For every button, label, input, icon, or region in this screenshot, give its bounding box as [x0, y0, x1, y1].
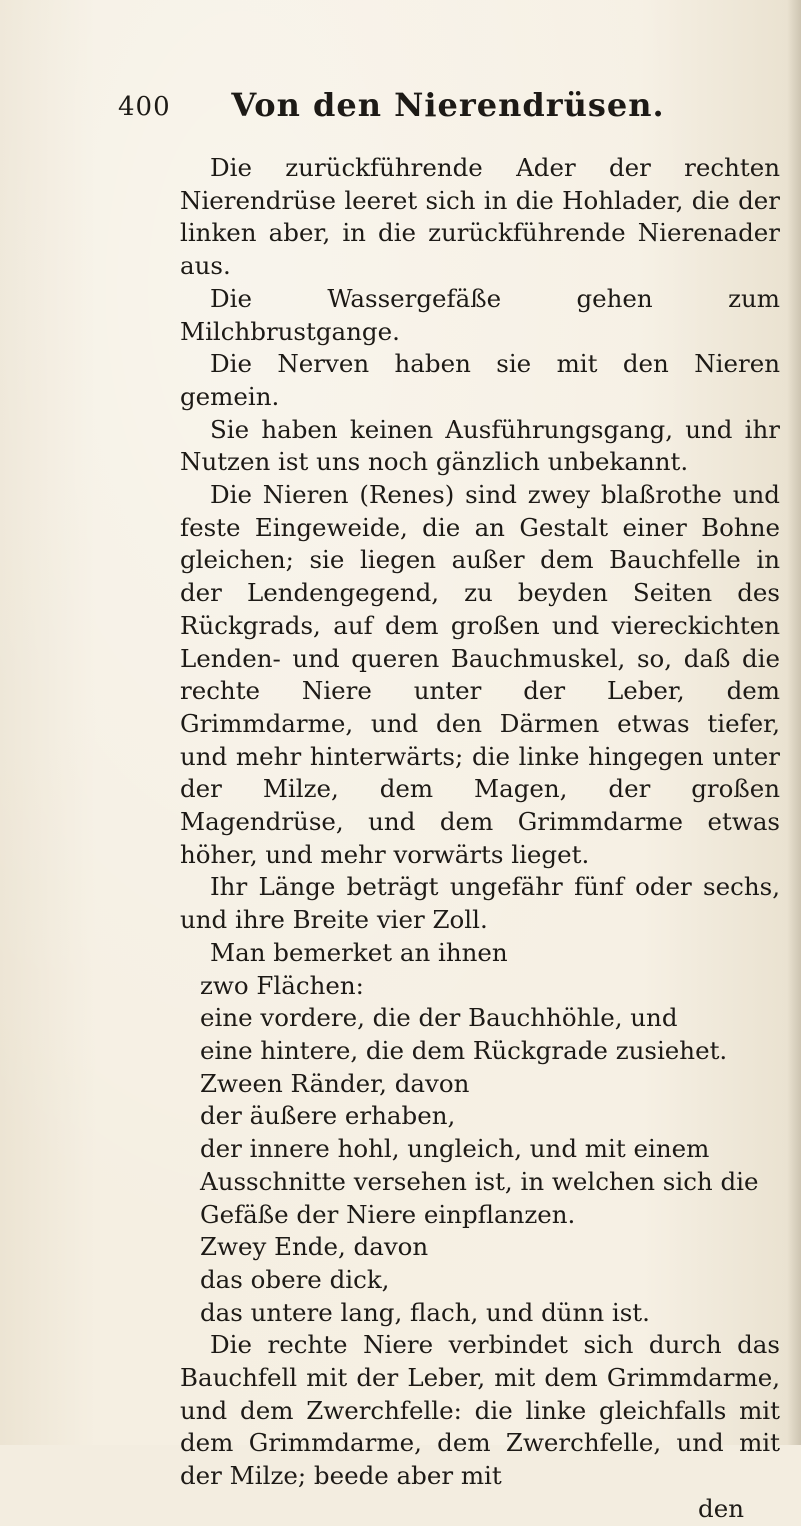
list-item: das obere dick,: [200, 1264, 390, 1294]
paragraph: Die Nieren (Renes) sind zwey blaßrothe und feste Eingeweide, die an Gestalt einer Bohne gleichen; sie liegen außer dem Bauchfelle in der Lendengegend, zu beyden Seiten des Rückgrads, auf dem großen und viereckichten Lenden- und queren Bauchmuskel, so, daß die rechte Niere unter der Leber, dem Grimmdarme, und den Därmen etwas tiefer, und mehr hinterwärts; die linke hingegen unter der Milze, dem Magen, der großen Magendrüse, und dem Grimmdarme etwas höher, und mehr vorwärts lieget.: [180, 480, 780, 869]
body-text: [180, 152, 780, 1526]
catchword: den: [698, 1493, 744, 1523]
running-title: Von den Nierendrüsen.: [231, 86, 665, 124]
page-number: 400: [118, 92, 171, 122]
list-item: der innere hohl, ungleich, und mit einem Ausschnitte versehen ist, in welchen sich die Gefäße der Niere einpflanzen.: [200, 1134, 759, 1229]
paragraph: Die zurückführende Ader der rechten Nierendrüse leeret sich in die Hohlader, die der linken aber, in die zurückführende Nierenader aus.: [180, 153, 780, 281]
list-item: Zween Ränder, davon: [200, 1068, 470, 1098]
paragraph: Die Nerven haben sie mit den Nieren gemein.: [180, 349, 780, 411]
page-edge-shadow: [787, 0, 801, 1445]
list-item: eine vordere, die der Bauchhöhle, und: [200, 1003, 678, 1033]
paragraph: Die rechte Niere verbindet sich durch das Bauchfell mit der Leber, mit dem Grimmdarme, und dem Zwerchfelle: die linke gleichfalls mit dem Grimmdarme, dem Zwerchfelle, und mit der Milze; beede aber mit: [180, 1330, 780, 1491]
paragraph: Die Wassergefäße gehen zum Milchbrustgange.: [180, 283, 780, 346]
paragraph: Sie haben keinen Ausführungsgang, und ihr Nutzen ist uns noch gänzlich unbekannt.: [180, 414, 780, 477]
paragraph: Man bemerket an ihnen: [210, 937, 508, 967]
list-item: das untere lang, flach, und dünn ist.: [200, 1297, 650, 1327]
list-item: der äußere erhaben,: [200, 1101, 456, 1131]
list-item: eine hintere, die dem Rückgrade zusiehet.: [200, 1035, 728, 1065]
paragraph: Ihr Länge beträgt ungefähr fünf oder sechs, und ihre Breite vier Zoll.: [180, 872, 780, 935]
page-header: [118, 80, 778, 130]
list-item: Zwey Ende, davon: [200, 1232, 429, 1262]
list-item: zwo Flächen:: [200, 970, 364, 1000]
